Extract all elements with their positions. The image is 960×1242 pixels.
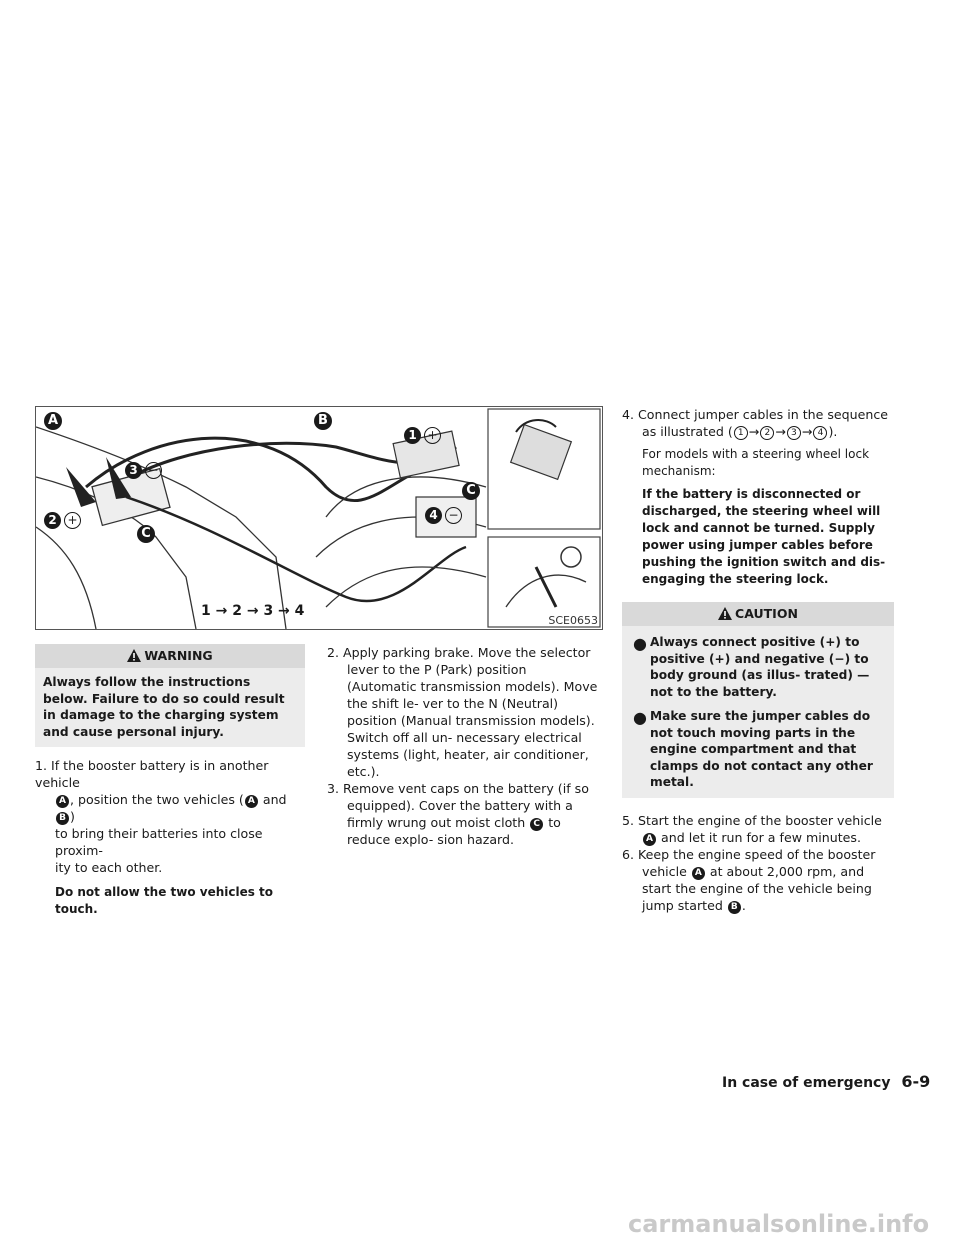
jump-start-drawing (36, 407, 602, 629)
terminal-3-marker: 3 (125, 462, 142, 479)
step-2: 2. Apply parking brake. Move the selector lever to the P (Park) position (Automatic transmission models). Move the shift le- ver to the N (Neutral) position (Manual transmission models). Switch off all un- necessary electrical systems (light, heater, air conditioner, etc.). (327, 645, 598, 779)
step-5: 5. Start the engine of the booster vehicle A and let it run for a few minutes. (622, 812, 882, 845)
jump-start-illustration (35, 406, 603, 630)
step-3: 3. Remove vent caps on the battery (if so equipped). Cover the battery with a firmly wrung out moist cloth C to reduce explo- sion hazard. (327, 781, 589, 847)
warning-text: Always follow the instructions below. Failure to do so could result in damage to the charging system and cause personal injury. (43, 675, 285, 739)
terminal-1-marker: 1 (404, 427, 421, 444)
warning-header (35, 644, 305, 668)
bullet-icon: ● (633, 634, 647, 653)
label-a-marker: A (44, 412, 62, 430)
page-footer (722, 1072, 930, 1091)
watermark: carmanualsonline.info (628, 1210, 930, 1238)
sequence-1-marker: 1 (734, 426, 748, 440)
step-6: 6. Keep the engine speed of the booster vehicle A at about 2,000 rpm, and start the engine of the vehicle being jump started B . (622, 846, 876, 913)
footer-page: 6-9 (901, 1072, 931, 1091)
caution-icon (718, 607, 732, 620)
caution-header (622, 602, 894, 626)
warning-title: WARNING (144, 648, 213, 663)
sequence-4-marker: 4 (813, 426, 827, 440)
figure-code: SCE0653 (548, 614, 598, 627)
label-c-marker-left: C (137, 525, 155, 543)
caution-item-2: ● Make sure the jumper cables do not touch moving parts in the engine compartment and that clamps do not contact any other metal. (633, 708, 873, 789)
warning-box (35, 668, 305, 747)
right-column (622, 406, 894, 914)
step-1-note: Do not allow the two vehicles to touch. (55, 885, 274, 916)
bullet-icon: ● (633, 708, 647, 727)
step-4: 4. Connect jumper cables in the sequence as illustrated ( 1 → 2 → 3 → 4 ). (622, 407, 889, 439)
caution-item-1: ● Always connect positive (+) to positive (+) and negative (−) to body ground (as illus- trated) — not to the battery. (633, 634, 870, 699)
caution-section (622, 602, 894, 798)
caution-title: CAUTION (735, 606, 798, 621)
terminal-2-marker: 2 (44, 512, 61, 529)
label-c-marker-right: C (462, 482, 480, 500)
terminal-4-marker: 4 (425, 507, 442, 524)
step-1-line-4: ity to each other. (55, 860, 163, 875)
vehicle-b-marker: B (728, 901, 741, 914)
label-b-marker: B (314, 412, 332, 430)
warning-icon (127, 649, 141, 662)
step-4-bold: If the battery is disconnected or discharged, the steering wheel will lock and cannot be turned. Supply power using jumper cables before pushing the ignition switch and dis- engaging the steering lock. (642, 487, 886, 586)
step-1-line-2: A , position the two vehicles ( A and B ) (35, 791, 305, 825)
step-4-models: For models with a steering wheel lock mechanism: (642, 447, 870, 478)
sequence-3-marker: 3 (787, 426, 801, 440)
sequence-label: 1 → 2 → 3 → 4 (201, 603, 305, 619)
left-column (35, 644, 305, 918)
vehicle-a-marker: A (56, 795, 69, 808)
caution-box (622, 626, 894, 798)
vehicle-b-marker: B (56, 812, 69, 825)
vehicle-a-marker: A (643, 833, 656, 846)
middle-column (327, 644, 599, 848)
sequence-2-marker: 2 (760, 426, 774, 440)
footer-section: In case of emergency (722, 1075, 891, 1091)
minus-icon: − (145, 462, 162, 479)
minus-icon: − (445, 507, 462, 524)
vehicle-a-marker: A (692, 867, 705, 880)
plus-icon: + (424, 427, 441, 444)
step-1-line-1: 1. If the booster battery is in another vehicle (35, 758, 269, 790)
vehicle-a-marker: A (245, 795, 258, 808)
step-1-line-3: to bring their batteries into close proxim- (55, 826, 263, 858)
cloth-c-marker: C (530, 818, 543, 831)
plus-icon: + (64, 512, 81, 529)
